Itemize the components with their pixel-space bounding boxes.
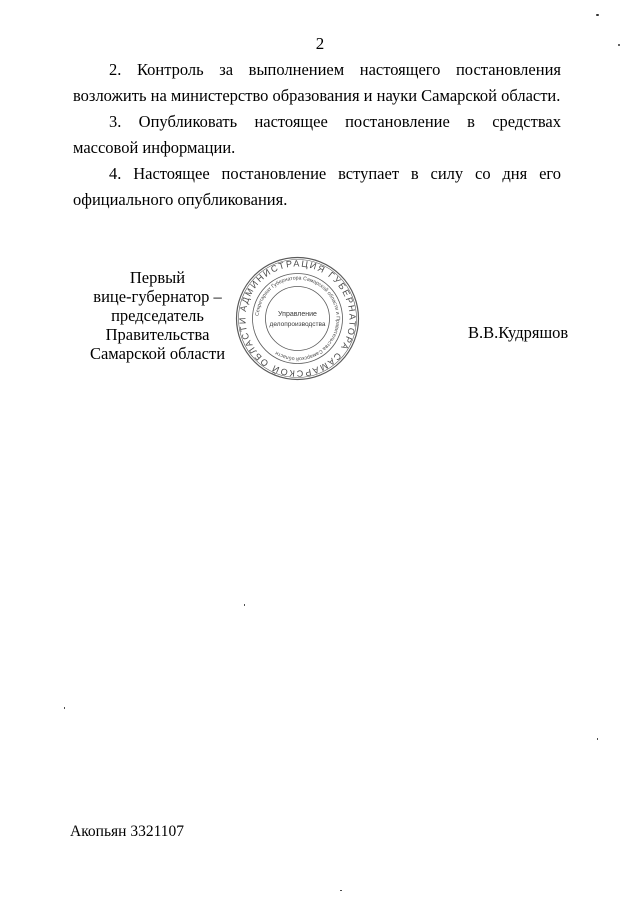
scan-speck	[244, 604, 245, 606]
signatory-title	[60, 268, 255, 363]
paragraph-3: 3. Опубликовать настоящее постановление в средствах массовой информации.	[73, 112, 561, 157]
executor-line: Акопьян 3321107	[70, 823, 185, 840]
signatory-title-line: Самарской области	[89, 344, 226, 363]
scan-speck	[597, 738, 598, 740]
paragraph-4: 4. Настоящее постановление вступает в силу со дня его официального опубликования.	[73, 164, 561, 209]
signatory-title-line: Первый	[129, 268, 186, 287]
seal-inner-text: Секретариат Губернатора Самарской области и Правительства Самарской области	[254, 275, 341, 362]
paragraph-2: 2. Контроль за выполнением настоящего постановления возложить на министерство образования и науки Самарской области.	[73, 60, 561, 105]
page-number: 2	[315, 34, 325, 53]
scan-speck	[596, 14, 599, 16]
signatory-title-line: вице-губернатор –	[93, 287, 222, 306]
signatory-name: В.В.Кудряшов	[468, 323, 569, 342]
seal-center-line1: Управление	[278, 311, 317, 318]
seal-outer-text: АДМИНИСТРАЦИЯ ГУБЕРНАТОРА САМАРСКОЙ ОБЛАСТИ	[237, 258, 358, 379]
scan-speck	[340, 890, 342, 891]
seal-center-line2: делопроизводства	[269, 321, 326, 328]
scan-speck	[618, 44, 620, 46]
scan-speck	[64, 707, 65, 709]
signatory-title-line: председатель Правительства	[105, 306, 210, 344]
